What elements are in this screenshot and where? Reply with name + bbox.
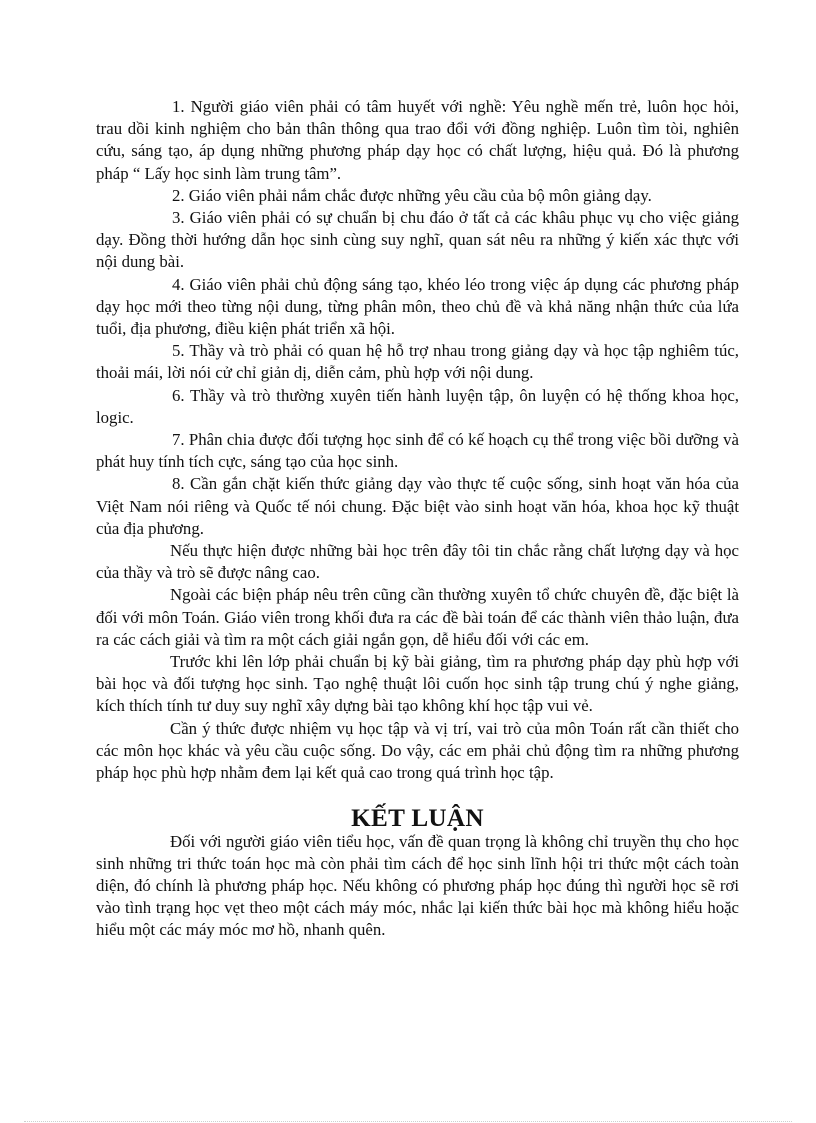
paragraph-item-7: 7. Phân chia được đối tượng học sinh để có kế hoạch cụ thể trong việc bồi dưỡng và phát huy tính tích cực, sáng tạo của học sinh. <box>96 430 739 472</box>
page-bottom-divider <box>24 1121 792 1122</box>
conclusion-heading: KẾT LUẬN <box>351 805 484 833</box>
paragraph-item-8: 8. Cần gắn chặt kiến thức giảng dạy vào thực tế cuộc sống, sinh hoạt văn hóa của Việt Nam nói riêng và Quốc tế nói chung. Đặc biệt vào sinh hoạt văn hóa, khoa học kỹ thuật của địa phương. <box>96 474 739 538</box>
paragraph-item-1: 1. Người giáo viên phải có tâm huyết với nghề: Yêu nghề mến trẻ, luôn học hỏi, trau dồi kinh nghiệm cho bản thân thông qua trao đổi với đồng nghiệp. Luôn tìm tòi, nghiên cứu, sáng tạo, áp dụng những phương pháp dạy học có chất lượng, hiệu quả. Đó là phương pháp “ Lấy học sinh làm trung tâm”. <box>96 97 739 183</box>
paragraph-item-6: 6. Thầy và trò thường xuyên tiến hành luyện tập, ôn luyện có hệ thống khoa học, logic. <box>96 385 739 427</box>
document-page <box>96 96 739 942</box>
paragraph-summary: Nếu thực hiện được những bài học trên đây tôi tin chắc rằng chất lượng dạy và học của thầy và trò sẽ được nâng cao. <box>96 541 739 583</box>
conclusion-paragraph: Đối với người giáo viên tiểu học, vấn đề quan trọng là không chỉ truyền thụ cho học sinh những tri thức toán học mà còn phải tìm cách để học sinh lĩnh hội tri thức một cách toàn diện, đó chính là phương pháp học. Nếu không có phương pháp học đúng thì người học sẽ rơi vào tình trạng học vẹt theo một cách máy móc, nhắc lại kiến thức bài học mà không hiểu hoặc hiểu một các máy móc mơ hồ, nhanh quên. <box>96 831 739 940</box>
paragraph-lesson-preparation: Trước khi lên lớp phải chuẩn bị kỹ bài giảng, tìm ra phương pháp dạy phù hợp với bài học và đối tượng học sinh. Tạo nghệ thuật lôi cuốn học sinh tập trung chú ý nghe giảng, kích thích tính tư duy suy nghĩ xây dựng bài tạo không khí học tập vui vẻ. <box>96 652 739 716</box>
paragraph-item-5: 5. Thầy và trò phải có quan hệ hỗ trợ nhau trong giảng dạy và học tập nghiêm túc, thoải mái, lời nói cử chỉ giản dị, diễn cảm, phù hợp với nội dung. <box>96 341 739 383</box>
paragraph-item-2: 2. Giáo viên phải nắm chắc được những yêu cầu của bộ môn giảng dạy. <box>172 185 652 205</box>
paragraph-awareness: Cần ý thức được nhiệm vụ học tập và vị trí, vai trò của môn Toán rất cần thiết cho các môn học khác và yêu cầu cuộc sống. Do vậy, các em phải chủ động tìm ra những phương pháp học phù hợp nhằm đem lại kết quả cao trong quá trình học tập. <box>96 718 739 783</box>
paragraph-other-measures: Ngoài các biện pháp nêu trên cũng cần thường xuyên tổ chức chuyên đề, đặc biệt là đối với môn Toán. Giáo viên trong khối đưa ra các đề bài toán để các thành viên thảo luận, đưa ra các cách giải và tìm ra một cách giải ngắn gọn, dễ hiểu đối với các em. <box>96 585 739 649</box>
paragraph-item-4: 4. Giáo viên phải chủ động sáng tạo, khéo léo trong việc áp dụng các phương pháp dạy học mới theo từng nội dung, từng phân môn, theo chủ đề và khả năng nhận thức của lứa tuổi, địa phương, điều kiện phát triển xã hội. <box>96 274 739 339</box>
paragraph-item-3: 3. Giáo viên phải có sự chuẩn bị chu đáo ở tất cả các khâu phục vụ cho việc giảng dạy. Đồng thời hướng dẫn học sinh cùng suy nghĩ, quan sát nêu ra những ý kiến xác thực với nội dung bài. <box>96 208 739 272</box>
